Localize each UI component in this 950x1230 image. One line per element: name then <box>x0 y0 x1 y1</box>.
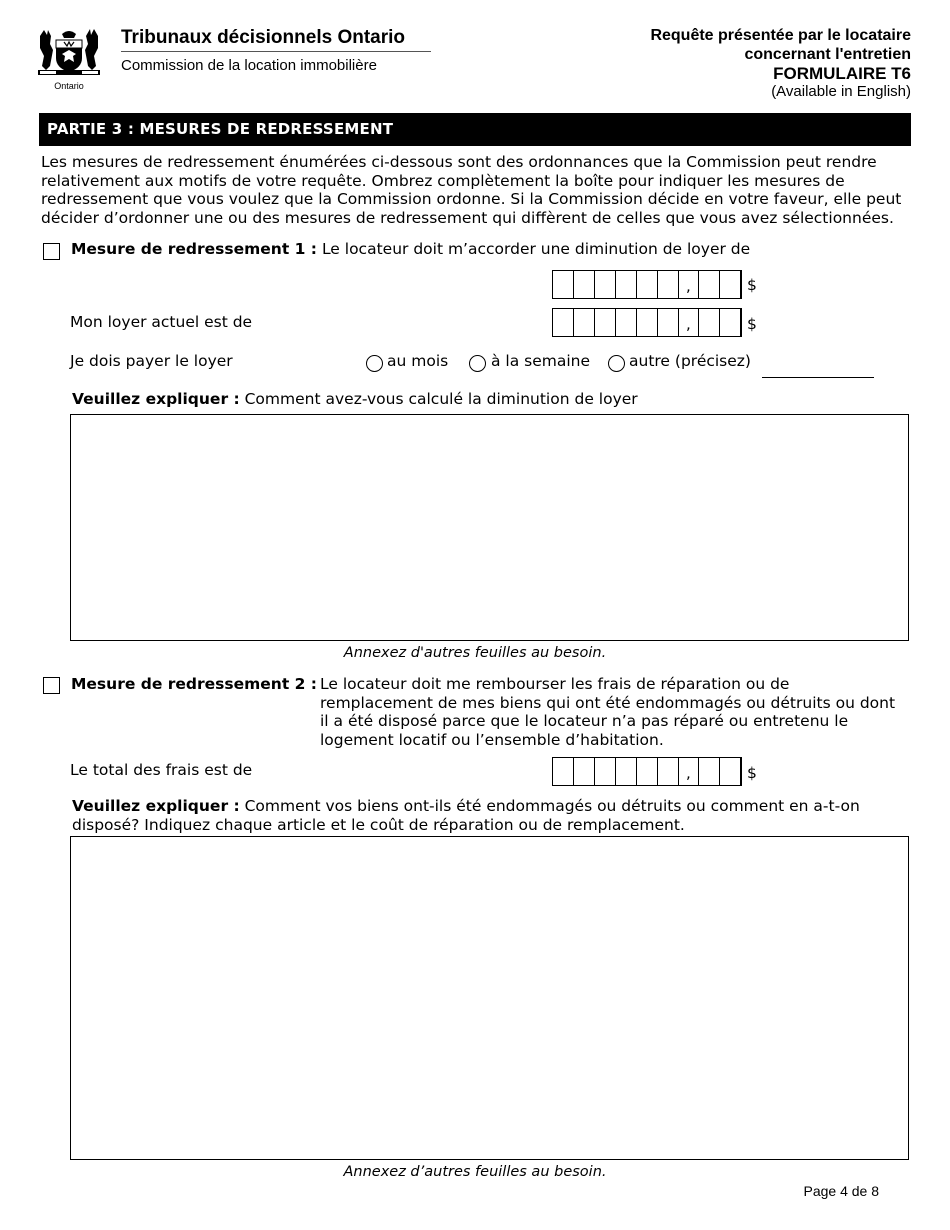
radio-weekly[interactable] <box>469 355 486 372</box>
remedy2-text-line2: remplacement de mes biens qui ont été endommagés ou détruits ou dont <box>320 693 896 712</box>
remedy1-label: Mesure de redressement 1 : <box>71 240 318 258</box>
ontario-coat-of-arms-logo <box>36 26 102 94</box>
section-intro: Les mesures de redressement énumérées ci-dessous sont des ordonnances que la Commission peut rendre relativement aux motifs de votre requête. Ombrez complètement la boîte pour indiquer les mesures de redressement que vous voulez que la Commission ordonne. Si la Commission décide en votre faveur, elle peut décider d’ordonner une ou des mesures de redressement qui diffèrent de celles que vous avez sélectionnées. <box>41 153 902 227</box>
currency-symbol: $ <box>747 764 757 782</box>
remedy1-checkbox[interactable] <box>43 243 60 260</box>
radio-monthly[interactable] <box>366 355 383 372</box>
remedy2-text-line1: Le locateur doit me rembourser les frais de réparation ou de <box>320 675 790 693</box>
remedy2-explain-prompt-line1 <box>72 797 860 816</box>
decimal-separator: , <box>686 315 691 333</box>
pay-frequency-label: Je dois payer le loyer <box>70 352 233 370</box>
attach-note: Annexez d’autres feuilles au besoin. <box>343 1164 607 1180</box>
other-frequency-input[interactable] <box>762 377 874 378</box>
remedy1-explanation-textarea[interactable] <box>70 414 909 641</box>
organization-subtitle: Commission de la location immobilière <box>121 57 377 74</box>
remedy2-explain-prompt-line2: disposé? Indiquez chaque article et le coût de réparation ou de remplacement. <box>72 815 685 834</box>
title-divider <box>121 51 431 52</box>
explain-label: Veuillez expliquer : <box>72 390 240 408</box>
radio-other[interactable] <box>608 355 625 372</box>
attach-note: Annexez d'autres feuilles au besoin. <box>343 645 607 661</box>
option-other: autre (précisez) <box>629 352 751 370</box>
form-title-block <box>650 26 911 100</box>
currency-symbol: $ <box>747 276 757 294</box>
current-rent-amount-field[interactable] <box>552 308 742 337</box>
form-title-line2: concernant l'entretien <box>744 46 911 63</box>
remedy1-statement <box>71 240 750 259</box>
section-title: PARTIE 3 : MESURES DE REDRESSEMENT <box>47 120 394 138</box>
option-monthly: au mois <box>387 352 449 370</box>
remedy2-text-line4: logement locatif ou l’ensemble d’habitation. <box>320 730 664 749</box>
current-rent-label: Mon loyer actuel est de <box>70 313 253 331</box>
remedy2-text-line3: il a été disposé parce que le locateur n’a pas réparé ou entretenu le <box>320 712 849 730</box>
decimal-separator: , <box>686 764 691 782</box>
total-costs-amount-field[interactable] <box>552 757 742 786</box>
explain-label: Veuillez expliquer : <box>72 797 240 815</box>
form-title-line1: Requête présentée par le locataire <box>650 27 911 44</box>
remedy2-checkbox[interactable] <box>43 677 60 694</box>
decimal-separator: , <box>686 277 691 295</box>
form-code: FORMULAIRE T6 <box>773 64 911 83</box>
rent-reduction-amount-field[interactable] <box>552 270 742 299</box>
remedy1-explain-prompt <box>72 390 638 409</box>
explain-text: Comment vos biens ont-ils été endommagés ou détruits ou comment en a-t-on <box>239 797 860 815</box>
currency-symbol: $ <box>747 315 757 333</box>
logo-caption: Ontario <box>54 81 84 91</box>
section-header <box>39 113 911 146</box>
page-number: Page 4 de 8 <box>803 1183 879 1199</box>
total-costs-label: Le total des frais est de <box>70 761 253 779</box>
organization-title: Tribunaux décisionnels Ontario <box>121 27 405 48</box>
remedy2-label: Mesure de redressement 2 : <box>71 675 318 693</box>
explain-text: Comment avez-vous calculé la diminution de loyer <box>239 390 638 408</box>
remedy2-explanation-textarea[interactable] <box>70 836 909 1160</box>
option-weekly: à la semaine <box>491 352 591 370</box>
english-availability: (Available in English) <box>771 83 911 100</box>
remedy1-text: Le locateur doit m’accorder une diminution de loyer de <box>317 240 751 258</box>
